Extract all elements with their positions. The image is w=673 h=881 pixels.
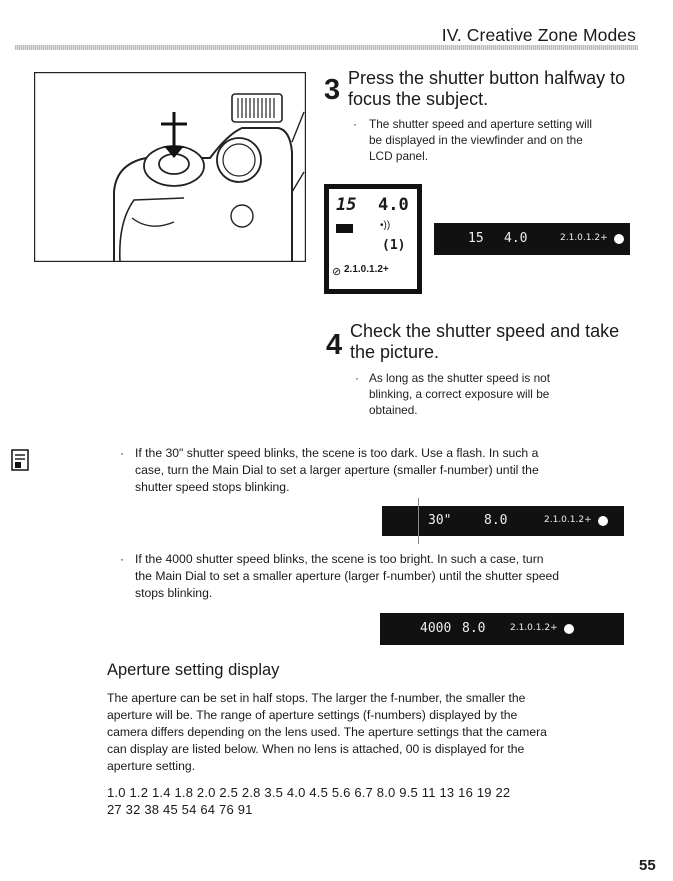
paragraph-line: The aperture can be set in half stops. The larger the f-number, the smaller the bbox=[107, 691, 526, 705]
note-item: · If the 30" shutter speed blinks, the scene is too dark. Use a flash. In such a case, turn the Main Dial to set a larger aperture (smaller f-number) until the shutter speed stops blinking. bbox=[104, 445, 644, 496]
exposure-compensation-icon: ⊘ bbox=[332, 266, 342, 278]
note-item: · If the 4000 shutter speed blinks, the scene is too bright. In such a case, turn the Main Dial to set a smaller aperture (larger f-number) until the shutter speed stops blinking. bbox=[104, 551, 644, 602]
vf-aperture-value: 8.0 bbox=[462, 621, 486, 636]
bullet-line: The shutter speed and aperture setting will bbox=[369, 117, 592, 131]
blink-rays bbox=[418, 498, 452, 544]
section-paragraph bbox=[107, 690, 647, 775]
vf-aperture-value: 4.0 bbox=[504, 231, 528, 246]
note-line: case, turn the Main Dial to set a larger aperture (smaller f-number) until the bbox=[135, 463, 539, 477]
vf-shutter-blinking: 30" bbox=[428, 513, 452, 528]
vf-exposure-scale: 2.1.0.1.2+ bbox=[544, 515, 592, 525]
focus-confirmation-dot bbox=[614, 234, 624, 244]
step-heading-line: Press the shutter button halfway to bbox=[348, 68, 626, 88]
lcd-exposure-scale: 2.1.0.1.2+ bbox=[344, 264, 389, 275]
paragraph-line: aperture setting. bbox=[107, 759, 196, 773]
bullet-line: LCD panel. bbox=[369, 149, 429, 163]
step-number: 4 bbox=[326, 329, 343, 361]
step-bullet: · The shutter speed and aperture setting will be displayed in the viewfinder and on the LCD panel. bbox=[350, 116, 640, 164]
vf-exposure-scale: 2.1.0.1.2+ bbox=[510, 623, 558, 633]
paragraph-line: camera differs depending on the lens used. The aperture settings that the camera bbox=[107, 725, 547, 739]
note-line: If the 4000 shutter speed blinks, the scene is too bright. In such a case, turn bbox=[135, 552, 544, 566]
step-bullet: · As long as the shutter speed is not blinking, a correct exposure will be obtained. bbox=[350, 370, 640, 418]
step-heading-line: Check the shutter speed and take bbox=[350, 321, 620, 341]
step-heading-line: focus the subject. bbox=[348, 89, 489, 109]
vf-exposure-scale: 2.1.0.1.2+ bbox=[560, 233, 608, 243]
aperture-values-line: 1.0 1.2 1.4 1.8 2.0 2.5 2.8 3.5 4.0 4.5 5.6 6.7 8.0 9.5 11 13 16 19 22 bbox=[107, 785, 511, 800]
battery-icon bbox=[336, 224, 353, 233]
aperture-values-line: 27 32 38 45 54 64 76 91 bbox=[107, 802, 253, 817]
paragraph-line: aperture will be. The range of aperture settings (f-numbers) displayed by the bbox=[107, 708, 518, 722]
lcd-panel-illustration bbox=[324, 184, 422, 294]
section-title: Aperture setting display bbox=[107, 661, 280, 679]
lcd-aperture-value: 4.0 bbox=[378, 195, 409, 215]
section-header: IV. Creative Zone Modes bbox=[441, 25, 636, 45]
viewfinder-display bbox=[382, 506, 624, 536]
vf-aperture-value: 8.0 bbox=[484, 513, 508, 528]
note-line: If the 30" shutter speed blinks, the scene is too dark. Use a flash. In such a bbox=[135, 446, 539, 460]
focus-confirmation-dot bbox=[564, 624, 574, 634]
camera-illustration bbox=[34, 72, 306, 262]
note-line: stops blinking. bbox=[135, 586, 213, 600]
bullet-line: blinking, a correct exposure will be bbox=[369, 387, 550, 401]
bullet-line: obtained. bbox=[369, 403, 418, 417]
step-heading bbox=[350, 321, 650, 363]
lcd-frame-indicator: (1) bbox=[382, 238, 406, 253]
header-rule bbox=[15, 45, 638, 50]
aperture-values-list bbox=[107, 784, 647, 818]
paragraph-line: can display are listed below. When no lens is attached, 00 is displayed for the bbox=[107, 742, 525, 756]
vf-shutter-value: 15 bbox=[468, 231, 484, 246]
step-number: 3 bbox=[324, 74, 341, 106]
bullet-line: be displayed in the viewfinder and on the bbox=[369, 133, 583, 147]
focus-confirmation-dot bbox=[598, 516, 608, 526]
viewfinder-display bbox=[380, 613, 624, 645]
page-number: 55 bbox=[639, 857, 656, 874]
vf-shutter-blinking: 4000 bbox=[420, 621, 452, 636]
beep-icon: •)) bbox=[380, 220, 391, 231]
viewfinder-display bbox=[434, 223, 630, 255]
step-heading bbox=[348, 68, 648, 110]
step-heading-line: the picture. bbox=[350, 342, 440, 362]
memo-icon bbox=[11, 449, 29, 471]
note-line: the Main Dial to set a smaller aperture (larger f-number) until the shutter speed bbox=[135, 569, 560, 583]
bullet-line: As long as the shutter speed is not bbox=[369, 371, 550, 385]
note-line: shutter speed stops blinking. bbox=[135, 480, 290, 494]
lcd-shutter-value: 15 bbox=[336, 195, 357, 215]
